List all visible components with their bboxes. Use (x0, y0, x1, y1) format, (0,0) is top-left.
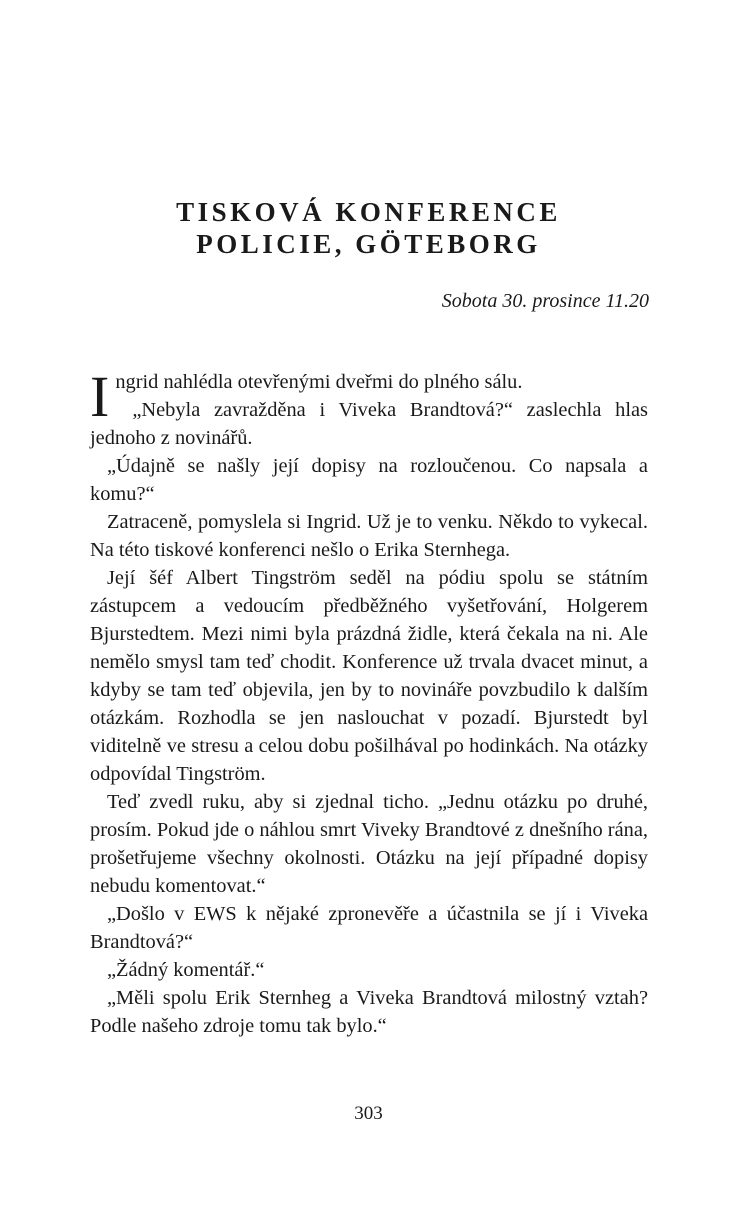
paragraph-2: „Nebyla zavražděna i Viveka Brandtová?“ zaslechla hlas jednoho z novinářů. (90, 399, 648, 449)
chapter-title-line-1: TISKOVÁ KONFERENCE (176, 197, 561, 227)
page-number: 303 (354, 1103, 383, 1124)
paragraph-5: Její šéf Albert Tingström seděl na pódiu spolu se státním zástupcem a vedoucím předběžného vyšetřování, Holgerem Bjurstedtem. Mezi nimi byla prázdná židle, která čekala na ni. Ale nemělo smysl tam teď chodit. Konference už trvala dvacet minut, a kdyby se tam teď objevila, jen by to novináře povzbudilo k dalším otázkám. Rozhodla se jen naslouchat v pozadí. Bjurstedt byl viditelně ve stresu a celou dobu pošilhával po hodinkách. Na otázky odpovídal Tingström. (90, 567, 648, 785)
chapter-dateline: Sobota 30. prosince 11.20 (441, 290, 649, 312)
paragraph-7: „Došlo v EWS k nějaké zpronevěře a účastnila se jí i Viveka Brandtová?“ (90, 903, 648, 953)
paragraph-4: Zatraceně, pomyslela si Ingrid. Už je to venku. Někdo to vykecal. Na této tiskové konferenci nešlo o Erika Sternhega. (90, 511, 648, 561)
drop-cap: I (90, 364, 110, 429)
body-text (90, 364, 648, 1040)
paragraph-8: „Žádný komentář.“ (107, 959, 265, 981)
paragraph-1-text: ngrid nahlédla otevřenými dveřmi do plného sálu. (115, 371, 523, 393)
paragraph-3: „Údajně se našly její dopisy na rozloučenou. Co napsala a komu?“ (90, 455, 648, 505)
paragraph-6: Teď zvedl ruku, aby si zjednal ticho. „Jednu otázku po druhé, prosím. Pokud jde o náhlou smrt Viveky Brandtové z dnešního rána, prošetřujeme všechny okolnosti. Otázku na její případné dopisy nebudu komentovat.“ (90, 791, 648, 897)
chapter-title-line-2: POLICIE, GÖTEBORG (196, 229, 541, 259)
paragraph-9: „Měli spolu Erik Sternheg a Viveka Brandtová milostný vztah? Podle našeho zdroje tomu tak bylo.“ (90, 987, 648, 1037)
chapter-title (90, 196, 647, 260)
